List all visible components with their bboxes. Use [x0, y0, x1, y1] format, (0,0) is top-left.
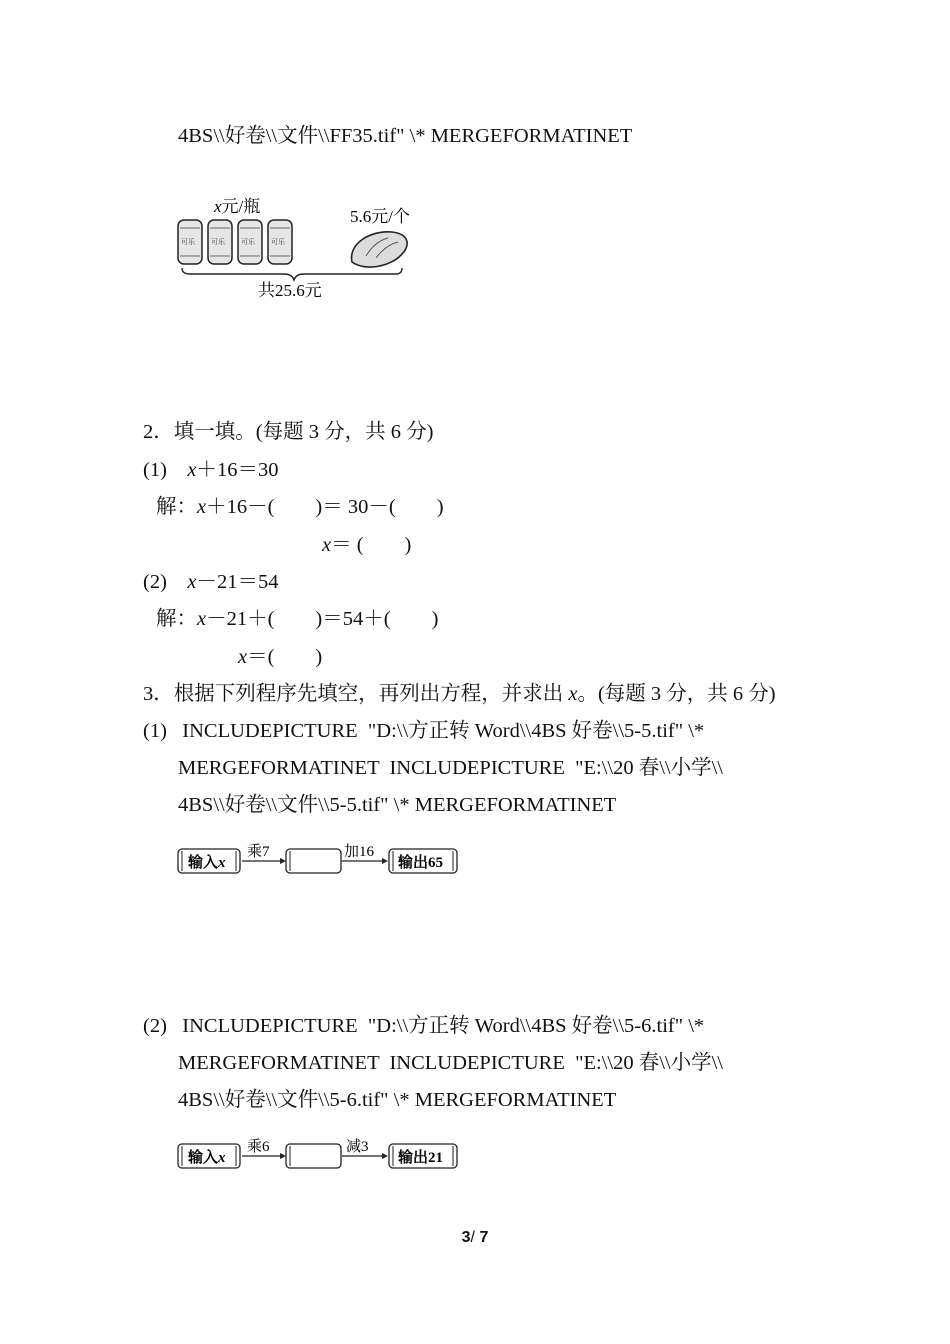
svg-text:输出21: 输出21	[398, 1150, 444, 1166]
q2-p2-result: x＝( )	[238, 646, 323, 668]
flow-arrowhead	[280, 1153, 286, 1159]
q2-p1-equation: (1) x＋16＝30	[143, 459, 279, 481]
cola-can	[268, 220, 292, 264]
can-price-label: x元/瓶	[214, 197, 261, 216]
flow-input-box	[178, 1144, 240, 1168]
flow-op2-label: 加16	[344, 844, 375, 860]
q2-heading: 2．填一填。(每题 3 分，共 6 分)	[143, 421, 434, 443]
q3-p2-path-line1: (2) INCLUDEPICTURE "D:\\方正转 Word\\4BS 好卷\\5-6.tif" \*	[143, 1015, 705, 1037]
flow-op1-label: 乘6	[247, 1139, 270, 1155]
flow-op1-label: 乘7	[247, 844, 270, 860]
can-label: 可乐	[211, 238, 225, 246]
q3-p2-path-line2: MERGEFORMATINET INCLUDEPICTURE "E:\\20 春\\小学\\	[178, 1052, 723, 1074]
page-number: 3/ 7	[461, 1229, 489, 1246]
bread-price-label: 5.6元/个	[350, 207, 410, 226]
q3-p1-path-line1: (1) INCLUDEPICTURE "D:\\方正转 Word\\4BS 好卷\\5-5.tif" \*	[143, 720, 705, 742]
q2-p2-equation: (2) x－21＝54	[143, 571, 279, 593]
flow-arrowhead	[382, 1153, 388, 1159]
flow-arrowhead	[280, 858, 286, 864]
svg-text:输入x: 输入x	[188, 1150, 226, 1166]
q2-p1-result: x＝ ( )	[322, 534, 412, 556]
total-label: 共25.6元	[258, 281, 322, 300]
q2-p1-solution: 解：x＋16－( )＝ 30－( )	[156, 496, 444, 518]
total-brace	[182, 268, 402, 280]
can-label: 可乐	[271, 238, 285, 246]
flow-blank-box	[286, 1144, 341, 1168]
flow-arrowhead	[382, 858, 388, 864]
cola-can	[238, 220, 262, 264]
cola-can	[208, 220, 232, 264]
q2-p2-solution: 解：x－21＋( )＝54＋( )	[156, 608, 439, 630]
flow-blank-box	[286, 849, 341, 873]
svg-text:输入x: 输入x	[188, 855, 226, 871]
flow-output-box	[389, 849, 457, 873]
flow-op2-label: 减3	[346, 1139, 369, 1155]
q3-p1-path-line2: MERGEFORMATINET INCLUDEPICTURE "E:\\20 春\\小学\\	[178, 757, 723, 779]
q3-p2-flowchart	[176, 1135, 466, 1173]
flow-input-box	[178, 849, 240, 873]
can-label: 可乐	[181, 238, 195, 246]
include-path-line: 4BS\\好卷\\文件\\FF35.tif" \* MERGEFORMATINET	[178, 125, 633, 147]
cans-bread-figure	[170, 192, 430, 304]
flow-output-box	[389, 1144, 457, 1168]
q3-heading: 3．根据下列程序先填空，再列出方程，并求出 x。(每题 3 分，共 6 分)	[143, 683, 776, 705]
q3-p2-path-line3: 4BS\\好卷\\文件\\5-6.tif" \* MERGEFORMATINET	[178, 1089, 617, 1111]
cola-can	[178, 220, 202, 264]
q3-p1-path-line3: 4BS\\好卷\\文件\\5-5.tif" \* MERGEFORMATINET	[178, 794, 617, 816]
bread-icon	[352, 232, 408, 267]
svg-text:输出65: 输出65	[398, 855, 444, 871]
can-label: 可乐	[241, 238, 255, 246]
q3-p1-flowchart	[176, 840, 466, 878]
